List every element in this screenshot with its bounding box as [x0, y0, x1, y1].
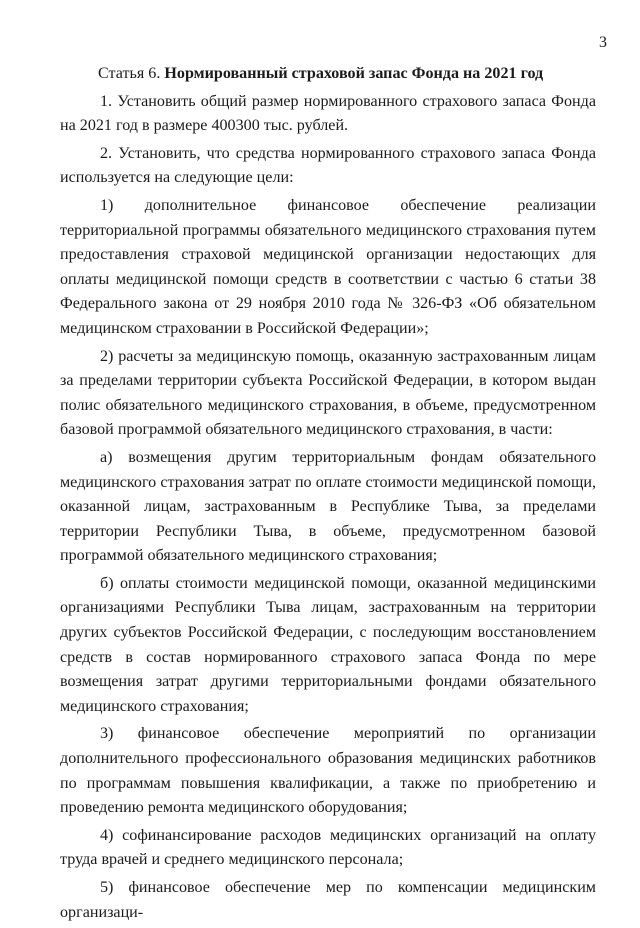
article-heading [60, 62, 596, 87]
list-item-4: 4) софинансирование расходов медицинских организаций на оплату труда врачей и среднего медицинского персонала; [60, 826, 596, 869]
list-item-5: 5) финансовое обеспечение мер по компенсации медицинским организаци- [60, 879, 596, 921]
list-item-3: 3) финансовое обеспечение мероприятий по организации дополнительного профессионального образования медицинских работников по программам повышения квалификации, а также по приобретению и проведению ремонта медицинского оборудования; [60, 725, 596, 817]
list-item-1: 1) дополнительное финансовое обеспечение реализации территориальной программы обязательного медицинского страхования путем предоставления страховой медицинской организации недостающих для оплаты медицинской помощи средств в соответствии с частью 6 статьи 38 Федерального закона от 29 ноября 2010 года № 326-ФЗ «Об обязательном медицинском страховании в Российской Федерации»; [60, 196, 596, 337]
article-number: Статья 6. [98, 65, 165, 82]
sub-item-a: а) возмещения другим территориальным фондам обязательного медицинского страхования затрат по оплате стоимости медицинской помощи, оказанной лицам, застрахованным в Республике Тыва, за пределами территории Республики Тыва, в объеме, предусмотренном базовой программой обязательного медицинского страхования; [60, 448, 596, 565]
document-body [60, 62, 596, 928]
paragraph-1: 1. Установить общий размер нормированного страхового запаса Фонда на 2021 год в размере 400300 тыс. рублей. [60, 92, 596, 135]
list-item-2: 2) расчеты за медицинскую помощь, оказанную застрахованным лицам за пределами территории субъекта Российской Федерации, в котором выдан полис обязательного медицинского страхования, в объеме, предусмотренном базовой программой обязательного медицинского страхования, в части: [60, 347, 596, 439]
sub-item-b: б) оплаты стоимости медицинской помощи, оказанной медицинскими организациями Республики Тыва лицам, застрахованным на территории других субъектов Российской Федерации, с последующим восстановлением средств в состав нормированного страхового запаса Фонда по мере возмещения затрат другими территориальными фондами обязательного медицинского страхования; [60, 574, 596, 715]
page-number: 3 [599, 34, 607, 51]
paragraph-2: 2. Установить, что средства нормированного страхового запаса Фонда используется на следующие цели: [60, 144, 596, 187]
article-title: Нормированный страховой запас Фонда на 2021 год [164, 65, 544, 82]
